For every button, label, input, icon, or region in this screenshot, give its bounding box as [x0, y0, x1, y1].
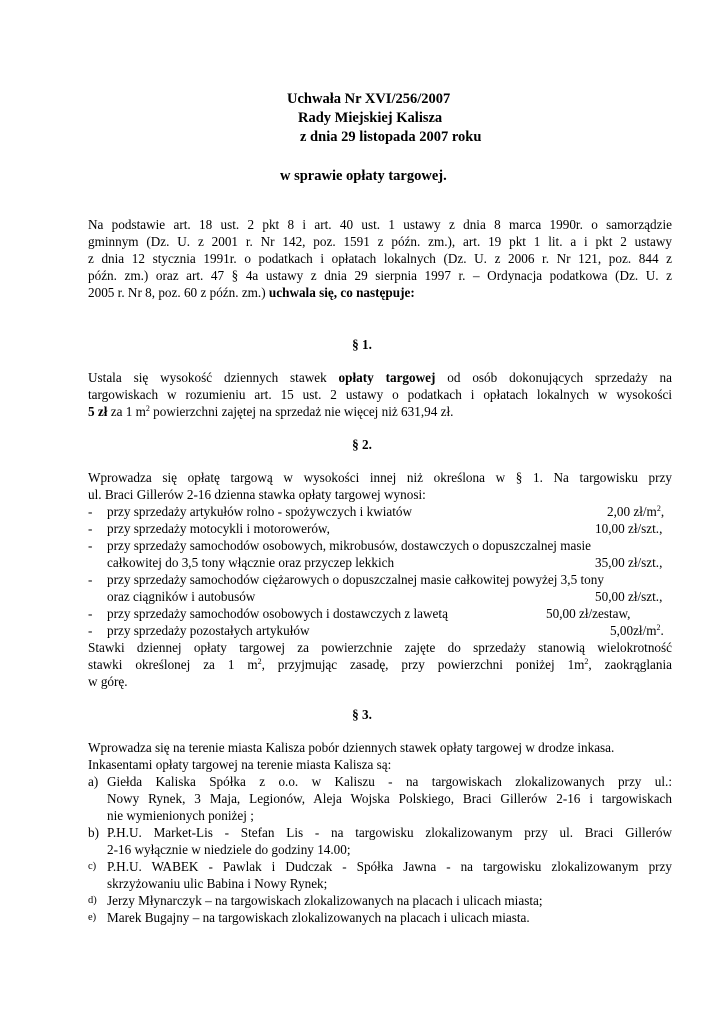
section-3-heading: § 3. — [352, 707, 372, 722]
rate-item-text: całkowitej do 3,5 tony włącznie oraz przyczep lekkich — [107, 555, 395, 570]
collector-item — [88, 909, 672, 926]
preamble — [88, 216, 672, 301]
section-2-heading: § 2. — [352, 437, 372, 452]
section-1-body — [88, 369, 672, 420]
rate-item — [88, 503, 672, 520]
section-1-heading: § 1. — [352, 337, 372, 352]
collector-line: P.H.U. WABEK - Pawlak i Dudczak - Spółka Jawna - na targowisku zlokalizowanym przy — [107, 859, 672, 874]
section-2-line: ul. Braci Gillerów 2-16 dzienna stawka opłaty targowej wynosi: — [88, 487, 426, 502]
list-marker: b) — [88, 825, 99, 840]
s1-rate: 5 zł — [88, 404, 108, 419]
amount-text: 5,00zł/m — [610, 623, 657, 638]
collector-line: Marek Bugajny – na targowiskach zlokalizowanych na placach i ulicach miasta. — [107, 910, 530, 925]
s1-text: za 1 m — [107, 404, 146, 419]
s1-text: Ustala się wysokość dziennych stawek — [88, 370, 339, 385]
collector-line: 2-16 wyłącznie w niedziele do godziny 14.00; — [107, 842, 351, 857]
collector-line: P.H.U. Market-Lis - Stefan Lis - na targowisku zlokalizowanym przy ul. Braci Gillerów — [107, 825, 672, 840]
rate-item — [88, 605, 672, 622]
rate-item-amount: 35,00 zł/szt., — [595, 555, 663, 570]
rate-item-amount: 10,00 zł/szt., — [595, 521, 663, 536]
resolution-subject: w sprawie opłaty targowej. — [280, 168, 447, 184]
s2-text: , zaokrąglania — [588, 657, 672, 672]
dash: - — [88, 538, 93, 553]
collector-item-text — [107, 892, 672, 909]
rate-item-text: przy sprzedaży samochodów osobowych, mikrobusów, dostawczych o dopuszczalnej masie — [107, 538, 592, 553]
section-3-line: Inkasentami opłaty targowej na terenie miasta Kalisza są: — [88, 757, 392, 772]
preamble-line — [88, 284, 672, 301]
rate-item-text: przy sprzedaży artykułów rolno - spożywczych i kwiatów — [107, 504, 413, 519]
collector-item — [88, 773, 672, 824]
s1-sup: 2 — [145, 404, 150, 413]
collector-item-text — [107, 858, 672, 892]
rate-item-continuation — [88, 554, 672, 571]
s2-sup: 2 — [257, 657, 262, 666]
rate-item — [88, 622, 672, 639]
collector-line: Giełda Kaliska Spółka z o.o. w Kaliszu - na targowiskach zlokalizowanych przy ul.: — [107, 774, 672, 789]
s1-text: powierzchni zajętej na sprzedaż nie więcej niż 631,94 zł. — [149, 404, 454, 419]
collector-item — [88, 858, 672, 892]
collector-item-text — [107, 909, 672, 926]
s2-text: , przyjmując zasadę, przy powierzchni poniżej 1m — [261, 657, 585, 672]
dash: - — [88, 623, 93, 638]
section-1-line — [88, 369, 672, 386]
dash: - — [88, 504, 93, 519]
preamble-line: gminnym (Dz. U. z 2001 r. Nr 142, poz. 1591 z późn. zm.), art. 19 pkt 1 lit. a i pkt 2 ustawy — [88, 234, 672, 249]
collector-item-text — [107, 773, 672, 824]
resolution-number: Uchwała Nr XVI/256/2007 — [287, 91, 451, 107]
rate-item-text: przy sprzedaży pozostałych artykułów — [107, 623, 310, 638]
rate-item-amount — [607, 503, 664, 520]
collector-line: nie wymienionych poniżej ; — [107, 808, 254, 823]
resolution-date: z dnia 29 listopada 2007 roku — [300, 129, 482, 145]
collector-line: skrzyżowaniu ulic Babina i Nowy Rynek; — [107, 876, 328, 891]
rate-item-amount — [610, 622, 664, 639]
collector-line: Nowy Rynek, 3 Maja, Legionów, Aleja Wojska Polskiego, Braci Gillerów 2-16 i targowiskach — [107, 791, 672, 806]
s2-sup: 2 — [584, 657, 589, 666]
rate-item-text: przy sprzedaży samochodów ciężarowych o dopuszczalnej masie całkowitej powyżej 3,5 tony — [107, 572, 604, 587]
section-2-line: w górę. — [88, 674, 128, 689]
amount-sup: 2 — [656, 504, 661, 513]
amount-tail: , — [660, 504, 665, 519]
council-name: Rady Miejskiej Kalisza — [298, 110, 443, 126]
list-marker: e) — [88, 912, 97, 923]
list-marker: c) — [88, 861, 97, 872]
rate-item-amount: 50,00 zł/zestaw, — [546, 606, 631, 621]
amount-sup: 2 — [656, 623, 661, 632]
rate-item — [88, 520, 672, 537]
collector-item — [88, 824, 672, 858]
enactment-clause: uchwala się, co następuje: — [268, 285, 415, 300]
list-marker: a) — [88, 774, 99, 789]
dash: - — [88, 521, 93, 536]
rate-item — [88, 537, 672, 554]
section-2-line: Wprowadza się opłatę targową w wysokości innej niż określona w § 1. Na targowisku przy — [88, 470, 672, 485]
rate-item-continuation — [88, 588, 672, 605]
section-1-line: targowiskach w rozumieniu art. 15 ust. 2 ustawy o podatkach i opłatach lokalnych w wysokości — [88, 387, 672, 402]
rate-item — [88, 571, 672, 588]
section-2-line: Stawki dziennej opłaty targowej za powierzchnie zajęte do sprzedaży stanowią wielokrotność — [88, 640, 672, 655]
dash: - — [88, 572, 93, 587]
preamble-line: późn. zm.) oraz art. 47 § 4a ustawy z dnia 29 sierpnia 1997 r. – Ordynacja podatkowa (Dz. U. z — [88, 268, 672, 283]
s2-text: stawki określonej za 1 m — [88, 657, 258, 672]
rate-item-amount: 50,00 zł/szt., — [595, 589, 663, 604]
dash: - — [88, 606, 93, 621]
preamble-line: Na podstawie art. 18 ust. 2 pkt 8 i art. 40 ust. 1 ustawy z dnia 8 marca 1990r. o samorządzie — [88, 217, 672, 232]
list-marker: d) — [88, 895, 97, 906]
s1-text: od osób dokonujących sprzedaży na — [435, 370, 672, 385]
section-2-intro — [88, 469, 672, 503]
preamble-line: z dnia 12 stycznia 1991r. o podatkach i opłatach lokalnych (Dz. U. z 2006 r. Nr 121, poz. 844 z — [88, 251, 672, 266]
rate-item-text: przy sprzedaży samochodów osobowych i dostawczych z lawetą — [107, 606, 448, 621]
section-1-line — [88, 403, 672, 420]
amount-tail: . — [660, 623, 664, 638]
rate-item-text: oraz ciągników i autobusów — [107, 589, 256, 604]
amount-text: 2,00 zł/m — [607, 504, 657, 519]
section-3-line: Wprowadza się na terenie miasta Kalisza pobór dziennych stawek opłaty targowej w drodze inkasa. — [88, 740, 615, 755]
section-2-line — [88, 656, 672, 673]
section-2-closing — [88, 639, 672, 690]
s1-bold-term: opłaty targowej — [338, 370, 436, 385]
rate-item-text: przy sprzedaży motocykli i motorowerów, — [107, 521, 330, 536]
preamble-last-text: 2005 r. Nr 8, poz. 60 z późn. zm.) — [88, 285, 269, 300]
collector-line: Jerzy Młynarczyk – na targowiskach zlokalizowanych na placach i ulicach miasta; — [107, 893, 543, 908]
collector-item — [88, 892, 672, 909]
collector-item-text — [107, 824, 672, 858]
